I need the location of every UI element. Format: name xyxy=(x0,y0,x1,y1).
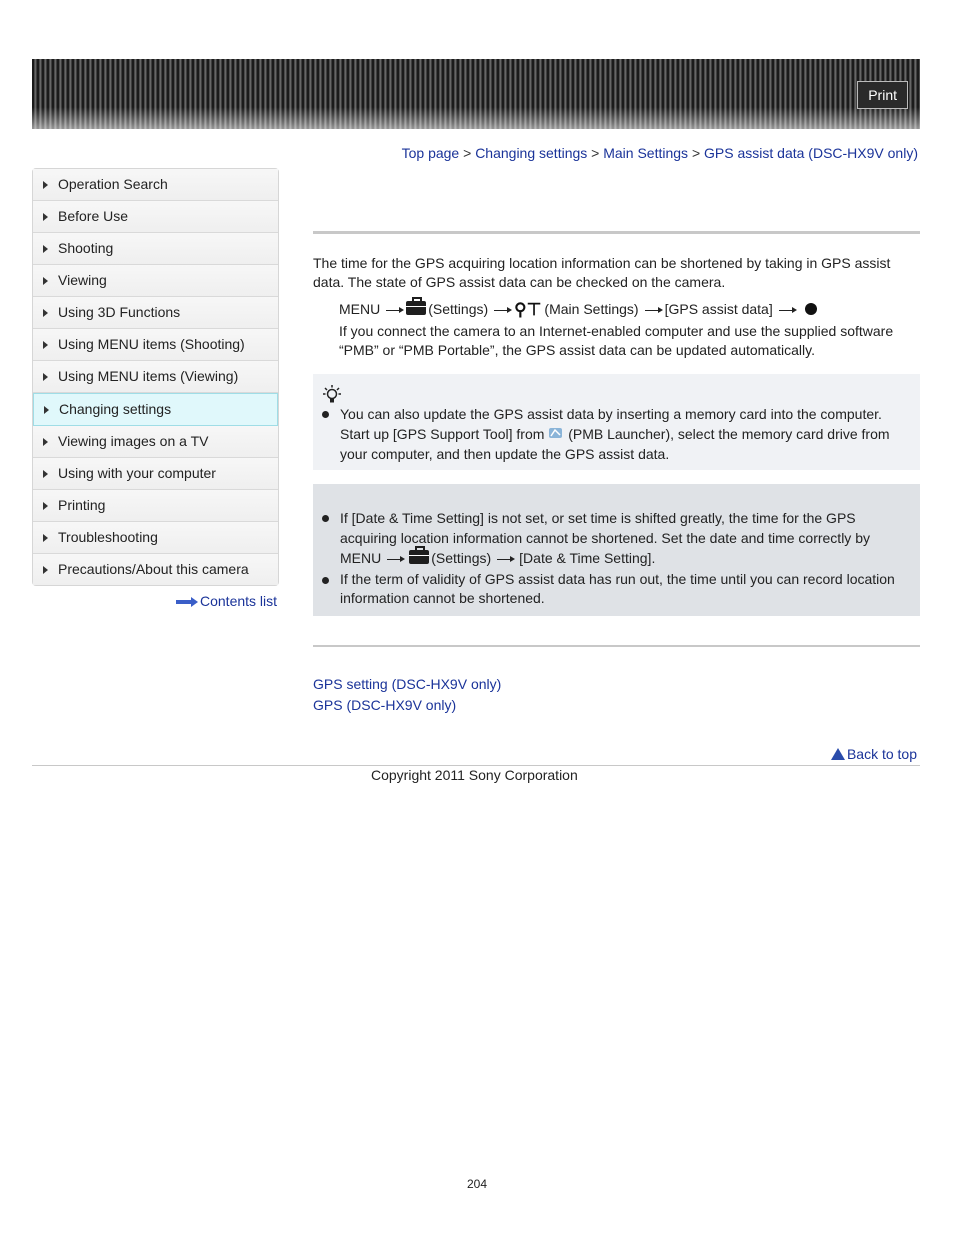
step-item: [GPS assist data] xyxy=(664,301,773,317)
sidebar-item-3d-functions[interactable] xyxy=(33,297,278,329)
arrow-right-icon xyxy=(43,566,48,574)
sidebar-item-precautions[interactable] xyxy=(33,554,278,585)
sidebar-item-operation-search[interactable] xyxy=(33,169,278,201)
arrow-right-icon xyxy=(43,373,48,381)
sidebar-item-label: Shooting xyxy=(58,240,114,256)
sidebar-item-label: Using MENU items (Viewing) xyxy=(58,368,239,384)
note-1-text: If [Date & Time Setting] is not set, or set time is shifted greatly, the time for the GPS acquiring location information cannot be shortened. Set the date and time correctly by xyxy=(340,510,870,546)
arrow-right-icon xyxy=(497,559,513,560)
sidebar-item-label: Changing settings xyxy=(59,401,172,417)
sidebar-item-menu-shooting[interactable] xyxy=(33,329,278,361)
title-divider xyxy=(313,231,920,234)
hint-box xyxy=(313,374,920,470)
arrow-right-icon xyxy=(43,181,48,189)
sidebar-item-label: Using MENU items (Shooting) xyxy=(58,336,245,352)
hint-text-b: (PMB Launcher), select the memory card drive from your computer, and then update the GPS assist data. xyxy=(340,426,890,462)
sidebar-nav xyxy=(32,168,279,586)
sidebar-item-label: Viewing xyxy=(58,272,107,288)
sidebar-item-menu-viewing[interactable] xyxy=(33,361,278,393)
step-note: If you connect the camera to an Internet-enabled computer and use the supplied software “PMB” or “PMB Portable”, the GPS assist data can be updated automatically. xyxy=(339,323,894,358)
breadcrumb xyxy=(402,145,918,161)
arrow-right-icon xyxy=(43,502,48,510)
page-header-banner xyxy=(32,59,920,129)
breadcrumb-separator: > xyxy=(591,145,600,161)
copyright-text: Copyright 2011 Sony Corporation xyxy=(371,767,578,783)
sidebar-item-label: Operation Search xyxy=(58,176,168,192)
related-link-gps[interactable]: GPS (DSC-HX9V only) xyxy=(313,697,457,713)
sidebar-item-label: Using 3D Functions xyxy=(58,304,181,320)
note-bullet-2 xyxy=(340,570,910,608)
arrow-right-icon xyxy=(387,559,403,560)
sidebar-item-label: Viewing images on a TV xyxy=(58,433,209,449)
note-1-item: [Date & Time Setting]. xyxy=(519,550,656,566)
back-to-top-link[interactable] xyxy=(831,746,917,762)
related-link-gps-setting[interactable]: GPS setting (DSC-HX9V only) xyxy=(313,676,502,692)
hint-text-a: You can also update the GPS assist data by inserting a memory card into the computer. Start up [GPS Support Tool] from xyxy=(340,406,882,442)
bullet-icon xyxy=(322,411,329,418)
arrow-right-icon xyxy=(43,470,48,478)
note-1-menu: MENU xyxy=(340,550,382,566)
note-bullet-1 xyxy=(340,508,910,568)
sidebar-item-shooting[interactable] xyxy=(33,233,278,265)
note-1-settings: (Settings) xyxy=(431,550,492,566)
step-main-settings: (Main Settings) xyxy=(544,301,639,317)
contents-list-label: Contents list xyxy=(200,593,278,609)
breadcrumb-separator: > xyxy=(463,145,472,161)
page-number: 204 xyxy=(466,1177,488,1191)
sidebar-item-printing[interactable] xyxy=(33,490,278,522)
header-shade xyxy=(32,107,920,129)
sidebar-item-label: Before Use xyxy=(58,208,129,224)
main-settings-icon: ⚲⊤ xyxy=(514,300,542,319)
breadcrumb-top-page[interactable]: Top page xyxy=(401,145,460,161)
arrow-right-icon xyxy=(43,534,48,542)
sidebar-item-viewing[interactable] xyxy=(33,265,278,297)
up-triangle-icon xyxy=(831,748,845,760)
back-to-top-label: Back to top xyxy=(846,746,917,762)
step-settings: (Settings) xyxy=(428,301,489,317)
arrow-right-icon xyxy=(43,438,48,446)
breadcrumb-changing-settings[interactable]: Changing settings xyxy=(475,145,588,161)
arrow-right-icon xyxy=(43,213,48,221)
footer-divider xyxy=(32,765,920,766)
sidebar-item-label: Printing xyxy=(58,497,106,513)
breadcrumb-main-settings[interactable]: Main Settings xyxy=(603,145,689,161)
arrow-right-icon xyxy=(494,310,510,311)
select-dot-icon xyxy=(805,303,817,315)
arrow-right-icon xyxy=(386,310,402,311)
procedure-step xyxy=(339,299,919,320)
toolbox-icon xyxy=(406,301,426,315)
print-button[interactable]: Print xyxy=(857,81,908,109)
pmb-launcher-icon xyxy=(548,426,564,440)
arrow-right-icon xyxy=(43,341,48,349)
arrow-right-icon xyxy=(43,309,48,317)
arrow-right-icon xyxy=(176,598,198,606)
step-menu: MENU xyxy=(339,301,381,317)
intro-paragraph: The time for the GPS acquiring location information can be shortened by taking in GPS assist data. The state of GPS assist data can be checked on the camera. xyxy=(313,255,891,290)
sidebar-item-computer[interactable] xyxy=(33,458,278,490)
bullet-icon xyxy=(322,577,329,584)
arrow-right-icon xyxy=(43,245,48,253)
sidebar-item-label: Using with your computer xyxy=(58,465,216,481)
toolbox-icon xyxy=(409,550,429,564)
note-2-text: If the term of validity of GPS assist data has run out, the time until you can record location information cannot be shortened. xyxy=(340,571,895,606)
arrow-right-icon xyxy=(44,406,49,414)
breadcrumb-separator: > xyxy=(691,145,701,161)
breadcrumb-current-page[interactable]: GPS assist data (DSC-HX9V only) xyxy=(704,145,918,161)
sidebar-item-changing-settings[interactable] xyxy=(33,393,278,426)
arrow-right-icon xyxy=(43,277,48,285)
note-box xyxy=(313,484,920,616)
sidebar-item-troubleshooting[interactable] xyxy=(33,522,278,554)
arrow-right-icon xyxy=(645,310,661,311)
related-divider xyxy=(313,645,920,647)
bullet-icon xyxy=(322,515,329,522)
hint-bullet xyxy=(340,404,910,464)
sidebar-item-label: Precautions/About this camera xyxy=(58,561,249,577)
sidebar-item-label: Troubleshooting xyxy=(58,529,158,545)
sidebar-item-viewing-tv[interactable] xyxy=(33,426,278,458)
lightbulb-icon xyxy=(323,384,341,404)
arrow-right-icon xyxy=(779,310,795,311)
sidebar-item-before-use[interactable] xyxy=(33,201,278,233)
contents-list-link[interactable] xyxy=(176,593,277,609)
